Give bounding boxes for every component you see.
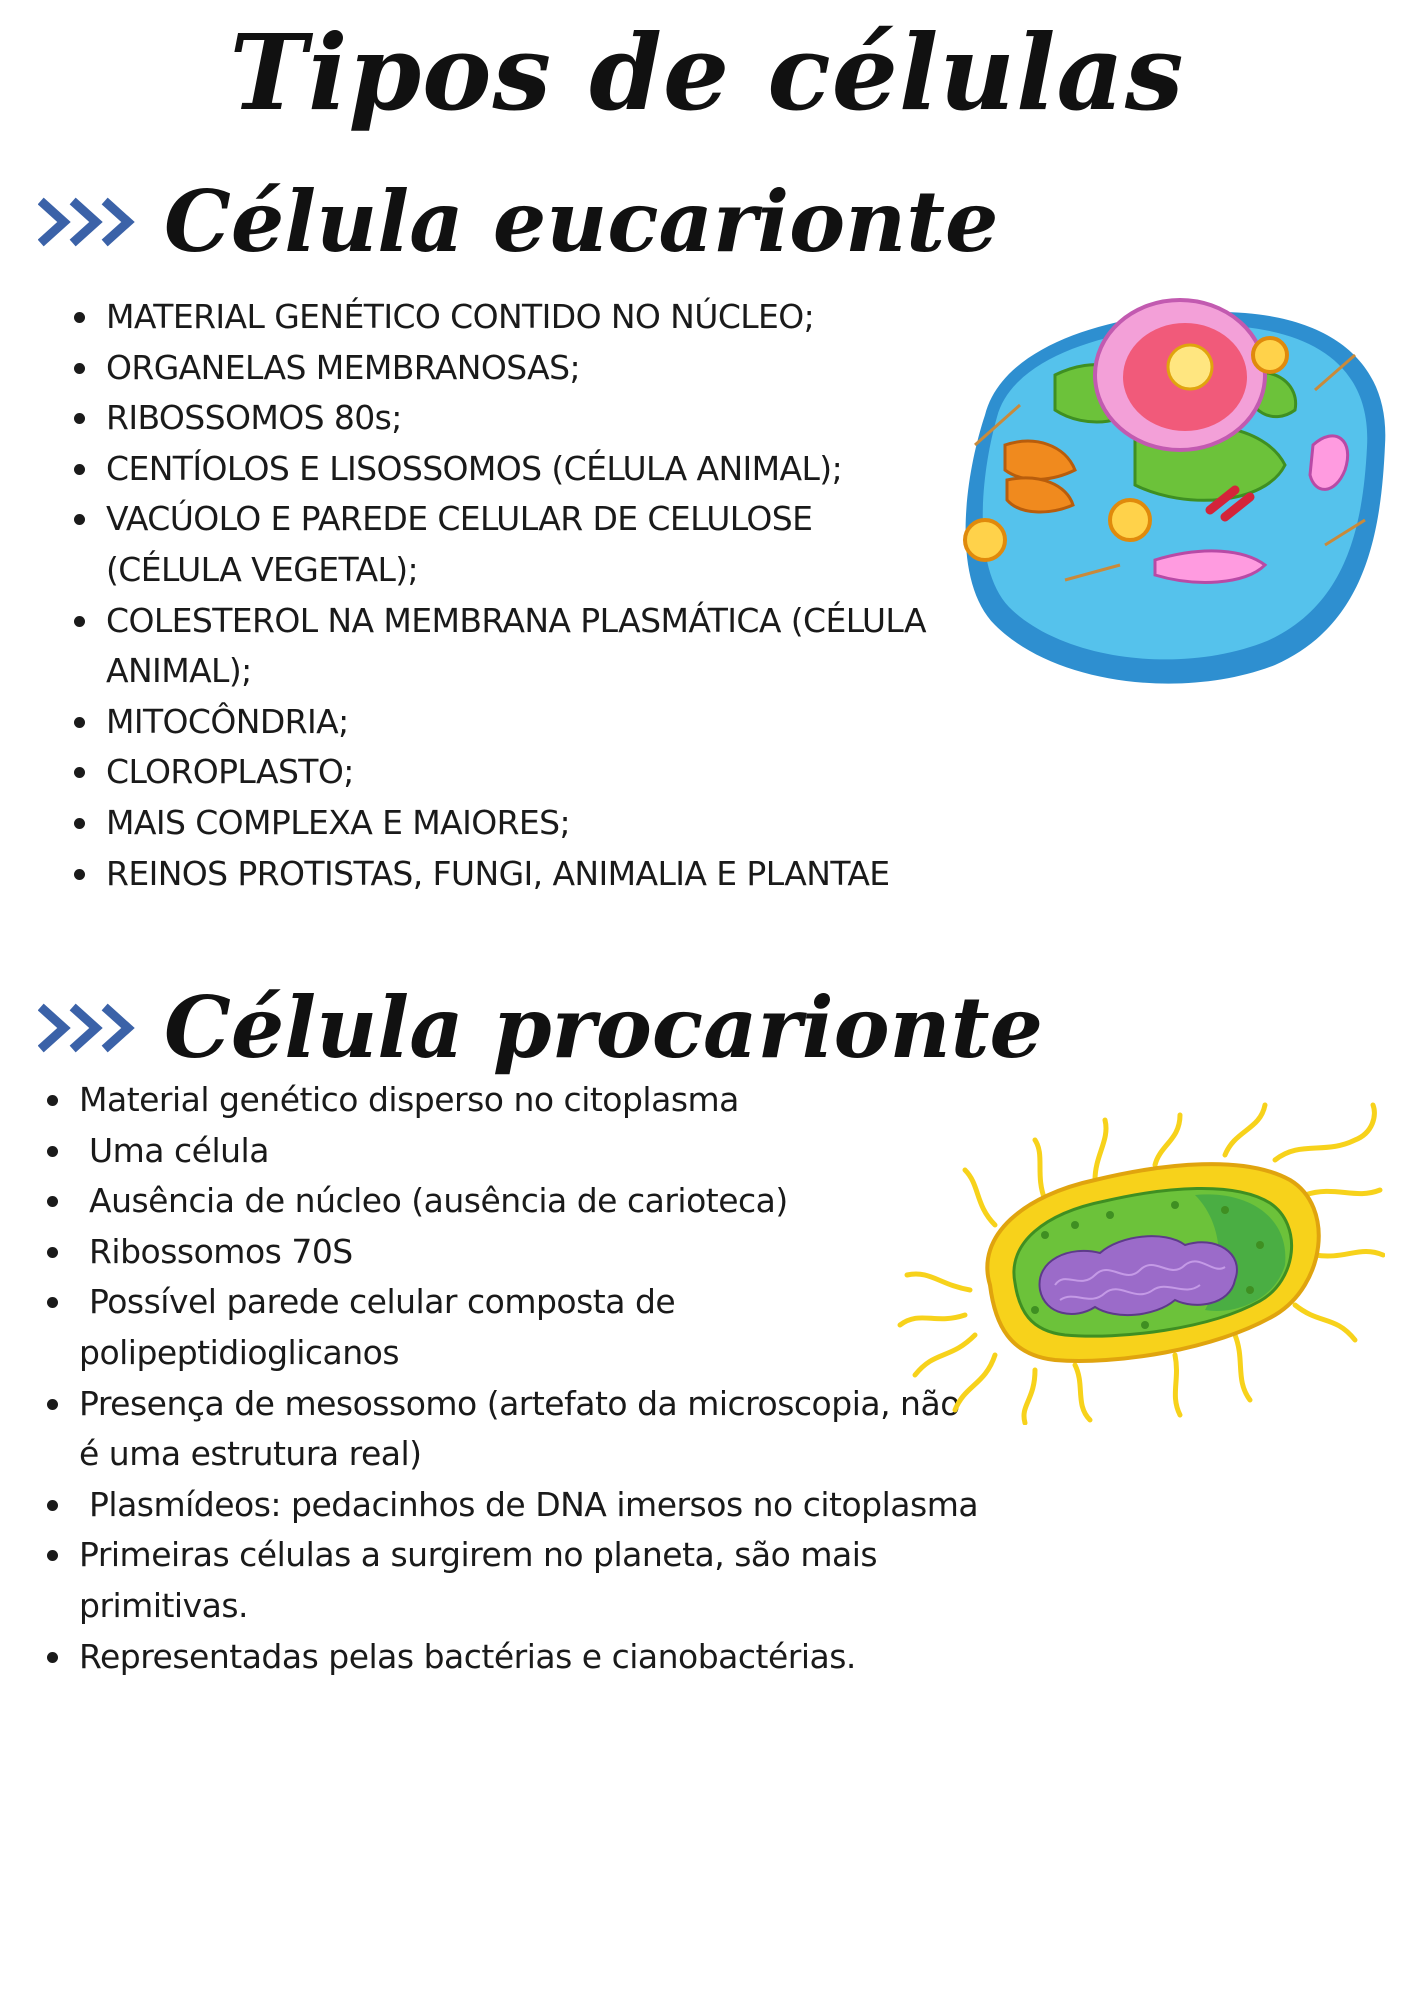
bullet-icon: [47, 1652, 58, 1663]
bullet-icon: [47, 1500, 58, 1511]
list-item: Plasmídeos: pedacinhos de DNA imersos no citoplasma: [43, 1480, 983, 1531]
list-item: MAIS COMPLEXA E MAIORES;: [70, 798, 940, 849]
bullet-icon: [47, 1550, 58, 1561]
list-item: Material genético disperso no citoplasma: [43, 1075, 983, 1126]
bullet-icon: [74, 869, 85, 880]
list-item: Ausência de núcleo (ausência de carioteca): [43, 1176, 983, 1227]
bullet-icon: [47, 1297, 58, 1308]
list-item: Presença de mesossomo (artefato da microscopia, não é uma estrutura real): [43, 1379, 983, 1480]
list-item: ORGANELAS MEMBRANOSAS;: [70, 343, 940, 394]
bullet-icon: [47, 1247, 58, 1258]
chevron-double-right-icon: [38, 1000, 142, 1056]
list-item: COLESTEROL NA MEMBRANA PLASMÁTICA (CÉLULA ANIMAL);: [70, 596, 940, 697]
bullet-icon: [47, 1196, 58, 1207]
bullet-icon: [74, 767, 85, 778]
bullet-icon: [74, 818, 85, 829]
eukaryotic-cell-illustration: [945, 295, 1395, 695]
list-item: RIBOSSOMOS 80s;: [70, 393, 940, 444]
list-item: MITOCÔNDRIA;: [70, 697, 940, 748]
bullet-icon: [74, 363, 85, 374]
bacterium-illustration: [895, 1085, 1385, 1425]
page-title: Tipos de células: [229, 11, 1185, 134]
list-item: MATERIAL GENÉTICO CONTIDO NO NÚCLEO;: [70, 292, 940, 343]
section-heading-eukaryote: [38, 172, 998, 272]
eukaryote-feature-list: [70, 292, 940, 899]
list-item: Uma célula: [43, 1126, 983, 1177]
bullet-icon: [74, 413, 85, 424]
list-item: Ribossomos 70S: [43, 1227, 983, 1278]
list-item: Primeiras células a surgirem no planeta, são mais primitivas.: [43, 1530, 983, 1631]
prokaryote-feature-list: [43, 1075, 983, 1682]
bullet-icon: [47, 1095, 58, 1106]
bullet-icon: [74, 717, 85, 728]
bullet-icon: [47, 1399, 58, 1410]
bullet-icon: [74, 464, 85, 475]
list-item: Possível parede celular composta de polipeptidioglicanos: [43, 1277, 983, 1378]
bullet-icon: [74, 616, 85, 627]
list-item: CENTÍOLOS E LISOSSOMOS (CÉLULA ANIMAL);: [70, 444, 940, 495]
list-item: REINOS PROTISTAS, FUNGI, ANIMALIA E PLANTAE: [70, 849, 940, 900]
bullet-icon: [74, 514, 85, 525]
section-title-prokaryote: Célula procarionte: [164, 978, 1043, 1077]
list-item: VACÚOLO E PAREDE CELULAR DE CELULOSE (CÉLULA VEGETAL);: [70, 494, 940, 595]
bullet-icon: [47, 1146, 58, 1157]
bullet-icon: [74, 312, 85, 323]
list-item: Representadas pelas bactérias e cianobactérias.: [43, 1632, 983, 1683]
section-title-eukaryote: Célula eucarionte: [164, 172, 999, 271]
list-item: CLOROPLASTO;: [70, 747, 940, 798]
section-heading-prokaryote: [38, 978, 1043, 1078]
chevron-double-right-icon: [38, 194, 142, 250]
